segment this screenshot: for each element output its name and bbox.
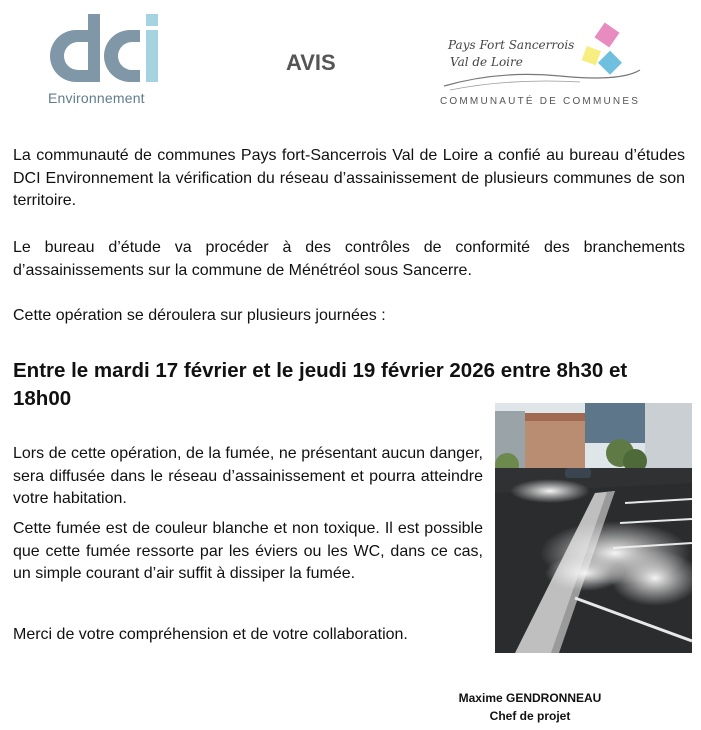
dci-logo-subtitle: Environnement (48, 90, 145, 106)
cc-logo-caption: COMMUNAUTÉ DE COMMUNES (440, 96, 641, 107)
dci-logo-mark (48, 10, 163, 90)
page-title: AVIS (286, 50, 336, 75)
signature-role: Chef de projet (489, 709, 571, 723)
duration-paragraph: Cette opération se déroulera sur plusieurs journées : (13, 307, 386, 324)
communaute-de-communes-logo (440, 18, 655, 113)
signature-name: Maxime GENDRONNEAU (458, 691, 602, 705)
cc-logo-script-line1: Pays Fort Sancerrois (448, 38, 575, 52)
smoke-info-paragraph: Cette fumée est de couleur blanche et non toxique. Il est possible que cette fumée ressorte par les éviers ou les WC, dans ce cas, un simple courant d’air suffit à dissiper la fumée. (13, 520, 483, 582)
intro-paragraph: La communauté de communes Pays fort-Sancerrois Val de Loire a confié au bureau d’études DCI Environnement la vérification du réseau d’assainissement de plusieurs communes de son territoire. (13, 147, 685, 209)
smoke-paragraph: Lors de cette opération, de la fumée, ne présentant aucun danger, sera diffusée dans le réseau d’assainissement et pourra atteindre votre habitation. (13, 445, 483, 507)
dci-environnement-logo (48, 10, 163, 110)
smoke-street-photo (495, 403, 692, 653)
signature-block (400, 689, 660, 725)
thanks-paragraph: Merci de votre compréhension et de votre collaboration. (13, 626, 408, 643)
dates-headline: Entre le mardi 17 février et le jeudi 19 février 2026 entre 8h30 et 18h00 (13, 359, 628, 410)
controls-paragraph: Le bureau d’étude va procéder à des contrôles de conformité des branchements d’assainissements sur la commune de Ménétréol sous Sancerre. (13, 239, 685, 279)
cc-logo-script-line2: Val de Loire (450, 55, 523, 69)
